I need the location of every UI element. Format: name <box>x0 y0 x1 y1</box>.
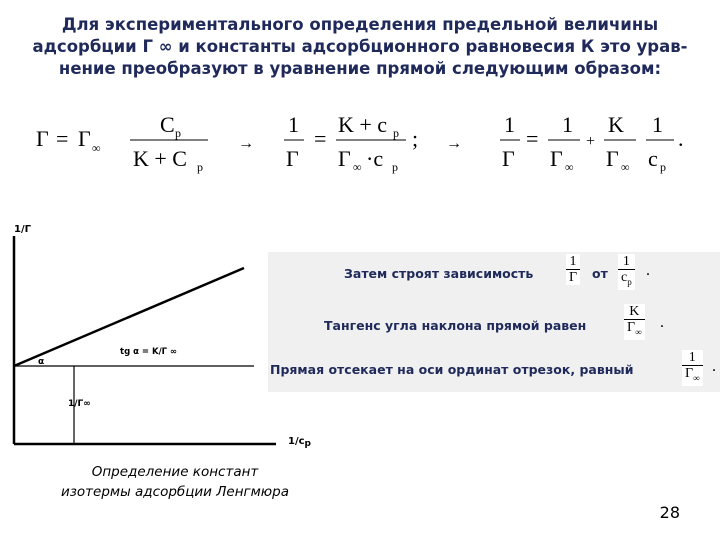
panel-line-3: Прямая отсекает на оси ординат отрезок, равный <box>270 362 634 377</box>
formula-linear <box>500 112 684 174</box>
panel-frac-3: K $Г_\infty$ <box>624 304 645 340</box>
f2-num-r-sub: p <box>393 126 399 140</box>
f3-n4: 1 <box>652 112 663 137</box>
panel-line-2: Тангенс угла наклона прямой равен <box>324 318 587 333</box>
formula-reciprocal <box>284 112 418 174</box>
f3-eq: = <box>526 126 539 151</box>
f1-coef: Г <box>78 126 91 151</box>
panel-frac-2: 1 $c_p$ <box>618 254 635 290</box>
f3-d2-inf: ∞ <box>565 160 574 174</box>
panel-line-3-end: . <box>712 358 716 375</box>
y-axis-label: 1/Г <box>14 224 31 235</box>
f3-tail: . <box>678 126 684 151</box>
f2-tail: ; <box>412 126 419 151</box>
slide-title <box>18 14 702 80</box>
arrow-1: → <box>238 135 254 152</box>
caption-line-2: изотермы адсорбции Ленгмюра <box>60 484 290 500</box>
x-axis-label: 1/cp <box>288 436 311 449</box>
f3-n1: 1 <box>504 112 515 137</box>
f1-eq: = <box>56 126 69 151</box>
title-line-3: нение преобразуют в уравнение прямой следующим образом: <box>58 59 662 78</box>
panel-frac-4: 1 $Г_\infty$ <box>682 350 703 386</box>
formula-langmuir <box>36 112 208 174</box>
figure-caption <box>20 462 330 502</box>
f2-den-l: Г <box>286 146 299 171</box>
f2-den-r: Г <box>338 146 351 171</box>
f1-lhs: Г <box>36 126 49 151</box>
f3-d1: Г <box>502 146 515 171</box>
f2-den-r-sub: p <box>392 160 398 174</box>
f2-den-r-inf: ∞ <box>353 160 362 174</box>
f3-d4: c <box>648 146 658 171</box>
f3-n2: 1 <box>562 112 573 137</box>
f2-den-r-tail: ·c <box>366 146 384 171</box>
title-line-2: адсорбции Г ∞ и константы адсорбционного равновесия К это урав- <box>32 37 688 56</box>
angle-alpha-label: α <box>38 357 45 367</box>
f1-inf: ∞ <box>92 141 101 155</box>
panel-line-1: Затем строят зависимость <box>344 266 534 281</box>
panel-frac-1: 1 Г <box>566 254 580 285</box>
f1-num-sub: p <box>175 126 181 140</box>
f1-num: C <box>160 112 175 137</box>
panel-line-1-end: . <box>646 262 650 279</box>
f1-den: K + C <box>133 146 187 171</box>
panel-line-2-end: . <box>660 314 664 331</box>
f2-eq: = <box>314 126 327 151</box>
page-number: 28 <box>659 503 680 522</box>
f2-num-l: 1 <box>288 112 299 137</box>
f3-d3: Г <box>606 146 619 171</box>
panel-line-1-mid: от <box>592 266 608 281</box>
f3-d2: Г <box>550 146 563 171</box>
f3-d4-sub: p <box>660 160 666 174</box>
intercept-label: 1/Г∞ <box>68 399 91 409</box>
title-line-1: Для экспериментального определения предельной величины <box>61 15 659 34</box>
caption-line-1: Определение констант <box>91 464 259 480</box>
arrow-2: → <box>446 135 462 152</box>
f3-n3: K <box>608 112 624 137</box>
f1-den-sub: p <box>197 160 203 174</box>
formula-row <box>0 100 720 190</box>
f3-plus: + <box>586 133 596 150</box>
f3-d3-inf: ∞ <box>621 160 630 174</box>
f2-num-r: K + c <box>338 112 388 137</box>
slope-label: tg α = K/Г ∞ <box>120 347 178 357</box>
explanation-panel <box>268 252 720 392</box>
